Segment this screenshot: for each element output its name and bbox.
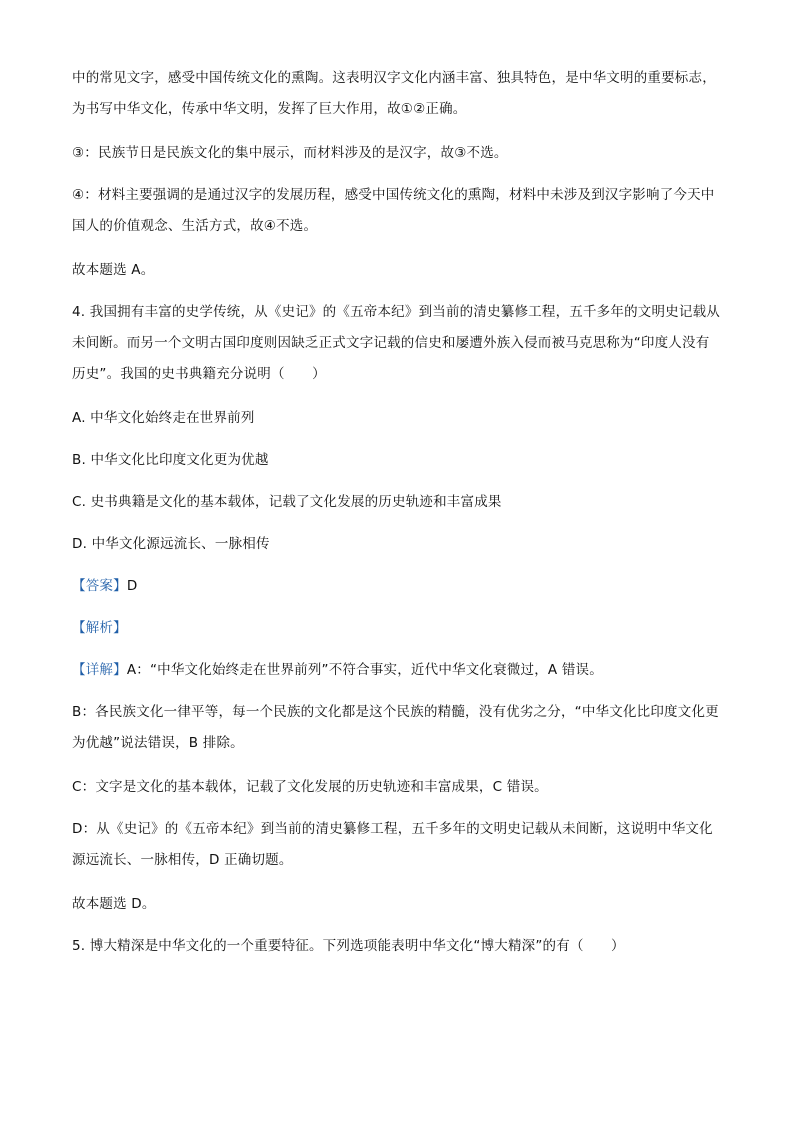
detail-a-text: A：“中华文化始终走在世界前列”不符合事实，近代中华文化衰微过，A 错误。 [126,662,603,678]
paragraph-continued-analysis: 中的常见文字，感受中国传统文化的熏陶。这表明汉字文化内涵丰富、独具特色，是中华文明的重要标志，为书写中华文化，传承中华文明，发挥了巨大作用，故①②正确。 [72,70,716,117]
detail-c: C：文字是文化的基本载体，记载了文化发展的历史轨迹和丰富成果，C 错误。 [72,779,548,795]
paragraph-q3-conclusion: 故本题选 A。 [72,262,155,278]
answer-value: D [126,578,138,594]
question-4-option-a: A. 中华文化始终走在世界前列 [72,410,255,426]
question-4-stem: 4. 我国拥有丰富的史学传统，从《史记》的《五帝本纪》到当前的清史纂修工程，五千多年的文明史记载从未间断。而另一个文明古国印度则因缺乏正式文字记载的信史和屡遭外族入侵而被马克思称为“印度人没有历史”。我国的史书典籍充分说明（ ） [72,304,720,382]
answer-tag: 【答案】 [72,578,127,594]
question-5-stem: 5. 博大精深是中华文化的一个重要特征。下列选项能表明中华文化“博大精深”的有（ ） [72,938,625,954]
question-4-option-b: B. 中华文化比印度文化更为优越 [72,452,269,468]
paragraph-option-4-analysis: ④：材料主要强调的是通过汉字的发展历程，感受中国传统文化的熏陶，材料中未涉及到汉字影响了今天中国人的价值观念、生活方式，故④不选。 [72,187,715,234]
answer-line [72,571,722,602]
detail-d: D：从《史记》的《五帝本纪》到当前的清史纂修工程，五千多年的文明史记载从未间断，这说明中华文化源远流长、一脉相传，D 正确切题。 [72,821,713,868]
question-4-option-c: C. 史书典籍是文化的基本载体，记载了文化发展的历史轨迹和丰富成果 [72,494,502,510]
question-4-option-d: D. 中华文化源远流长、一脉相传 [72,536,270,552]
analysis-line [72,613,722,644]
paragraph-option-3-analysis: ③：民族节日是民族文化的集中展示，而材料涉及的是汉字，故③不选。 [72,145,508,161]
question-4-conclusion: 故本题选 D。 [72,896,156,912]
detail-a-line [72,655,722,686]
detail-b: B：各民族文化一律平等，每一个民族的文化都是这个民族的精髓，没有优劣之分，“中华文化比印度文化更为优越”说法错误，B 排除。 [72,704,719,751]
detail-tag: 【详解】 [72,662,127,678]
analysis-tag: 【解析】 [72,620,127,636]
